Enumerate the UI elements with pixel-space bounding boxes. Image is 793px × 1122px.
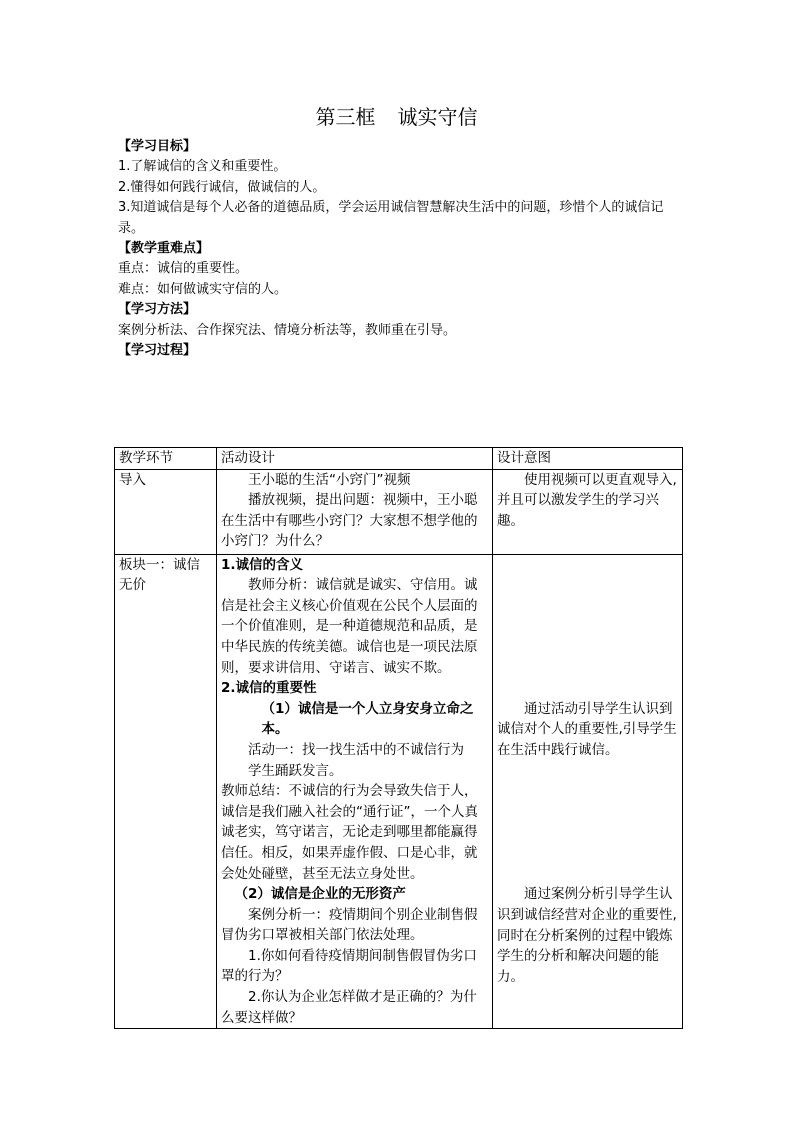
objectives-heading: 【学习目标】 [118,139,197,154]
header-activity: 活动设计 [217,448,493,470]
table-row [115,469,683,554]
activity-cell [217,554,493,1029]
teacher-summary: 教师总结：不诚信的行为会导致失信于人，诚信是我们融入社会的“通行证”，一个人真诚老实，笃守诺言，无论走到哪里都能赢得信任。相反，如果弄虚作假、口是心非，就会处处碰壁，甚至无法立身处世。 [221,783,478,882]
objective-3: 3.知道诚信是每个人必备的道德品质，学会运用诚信智慧解决生活中的问题，珍惜个人的诚信记录。 [118,200,664,236]
intent-text: 使用视频可以更直观导入,并且可以激发学生的学习兴趣。 [497,471,677,529]
page-title [0,104,793,130]
header-stage: 教学环节 [115,448,217,470]
section-heading-meaning: 1.诚信的含义 [221,556,304,573]
table-header-row [115,448,683,470]
lesson-table [114,447,683,1029]
keypoints-heading: 【教学重难点】 [118,241,210,257]
activity-one: 活动一：找一找生活中的不诚信行为 [248,741,464,758]
intent-enterprise: 通过案例分析引导学生认识到诚信经营对企业的重要性,同时在分析案例的过程中锻炼学生的分析和解决问题的能力。 [497,886,677,985]
title-part1: 第三框 [315,105,376,129]
stage-cell: 导入 [115,469,217,554]
key-point: 重点：诚信的重要性。 [118,261,249,277]
intro-section [118,137,684,361]
title-part2: 诚实守信 [397,105,478,129]
stage-cell: 板块一：诚信无价 [115,554,217,1029]
process-heading: 【学习过程】 [118,343,197,359]
objective-1: 1.了解诚信的含义和重要性。 [118,159,287,175]
case-analysis-one: 案例分析一：疫情期间个别企业制售假冒伪劣口罩被相关部门依法处理。 [221,906,478,944]
subheading-enterprise: （2）诚信是企业的无形资产 [234,886,406,903]
method-text: 案例分析法、合作探究法、情境分析法等，教师重在引导。 [118,322,457,338]
intent-cell [493,554,683,1029]
method-heading: 【学习方法】 [118,302,197,318]
intent-cell [493,469,683,554]
table-row [115,554,683,1029]
difficult-point: 难点：如何做诚实守信的人。 [118,281,288,297]
activity-title: 王小聪的生活“小窍门”视频 [248,471,411,488]
question-2: 2.你认为企业怎样做才是正确的？为什么要这样做？ [221,989,477,1026]
subheading-personal: （1）诚信是一个人立身安身立命之本。 [261,700,474,738]
header-intent: 设计意图 [493,448,683,470]
objective-2: 2.懂得如何践行诚信，做诚信的人。 [118,179,326,195]
activity-text: 播放视频，提出问题：视频中，王小聪在生活中有哪些小窍门？大家想不想学他的小窍门？为什么？ [221,492,478,550]
section-heading-importance: 2.诚信的重要性 [221,680,317,697]
teacher-analysis: 教师分析：诚信就是诚实、守信用。诚信是社会主义核心价值观在公民个人层面的一个价值准则，是一种道德规范和品质，是中华民族的传统美德。诚信也是一项民法原则，要求讲信用、守诺言、诚实不欺。 [221,577,478,676]
student-response: 学生踊跃发言。 [248,762,343,779]
activity-cell [217,469,493,554]
intent-personal: 通过活动引导学生认识到诚信对个人的重要性,引导学生在生活中践行诚信。 [497,700,677,758]
question-1: 1.你如何看待疫情期间制售假冒伪劣口罩的行为？ [221,947,477,985]
